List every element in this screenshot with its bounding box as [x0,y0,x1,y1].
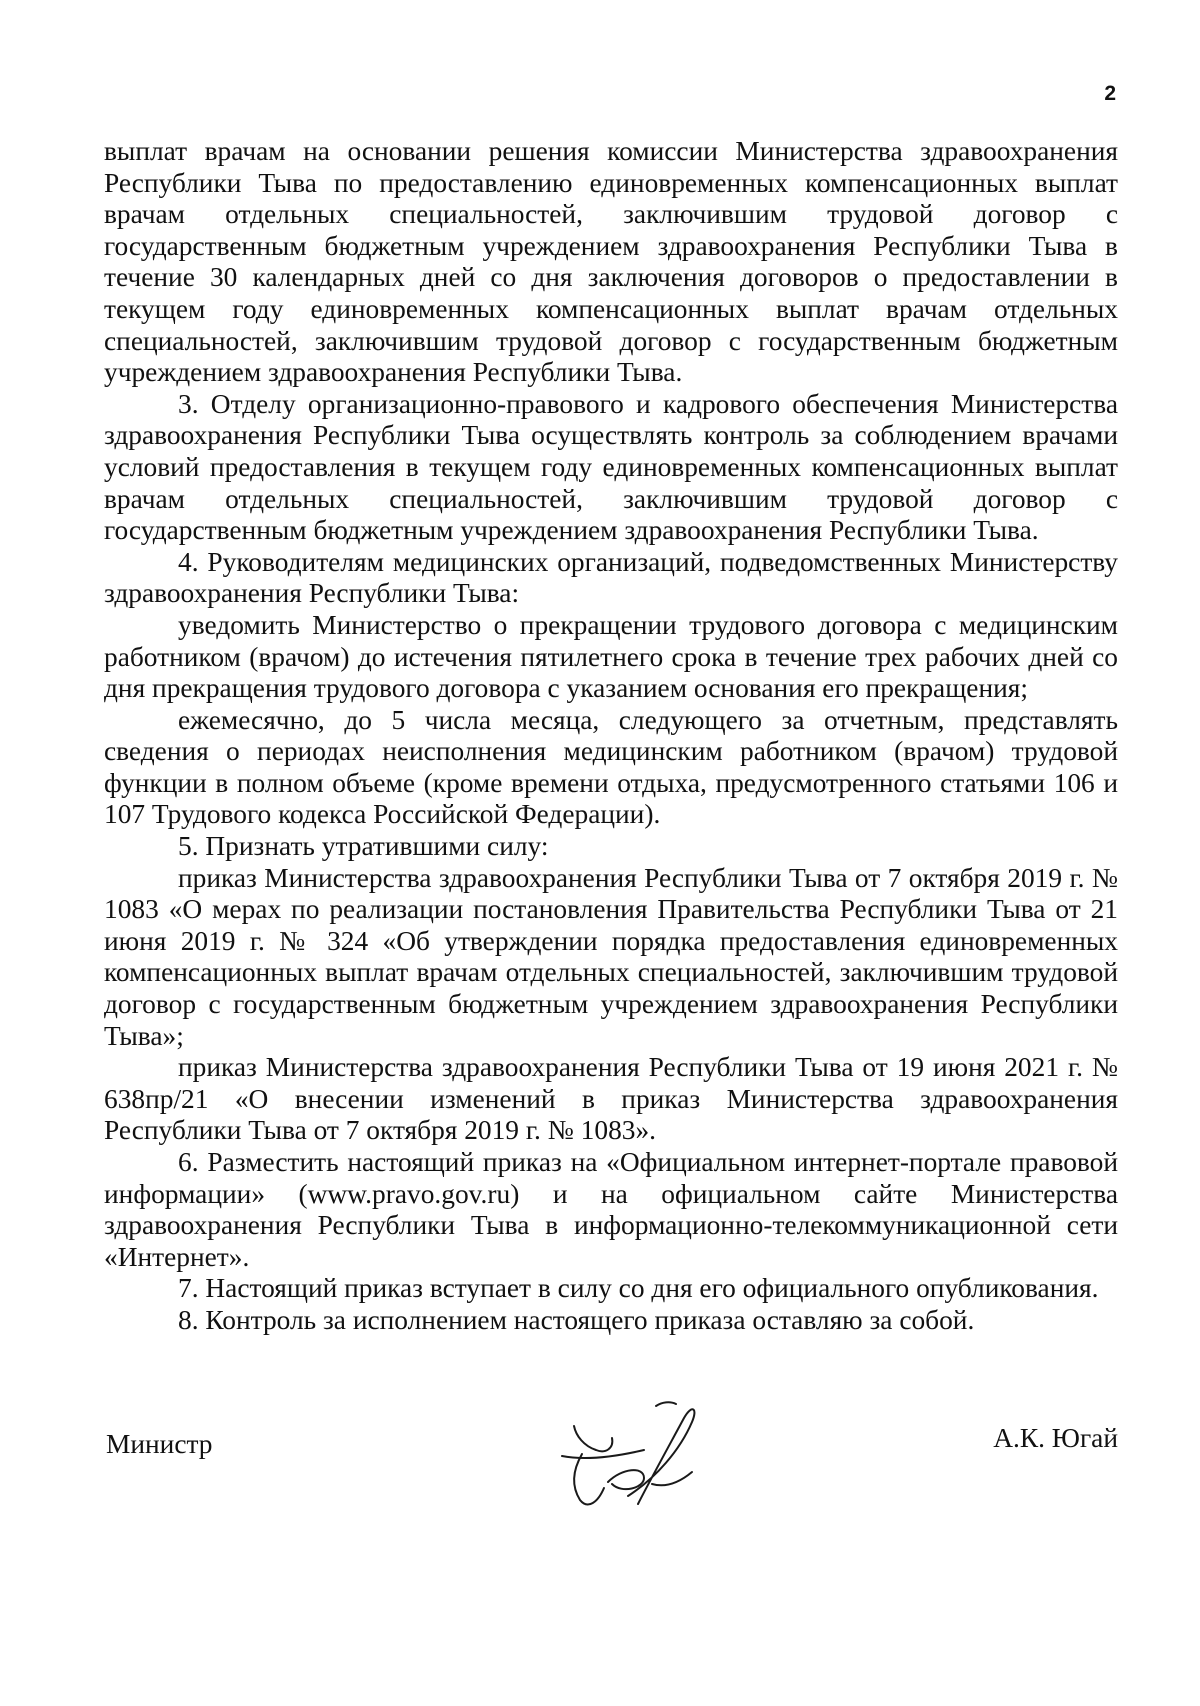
page-number: 2 [1104,82,1116,105]
paragraph-item-4-monthly: ежемесячно, до 5 числа месяца, следующего за отчетным, представлять сведения о периодах неисполнения медицинским работником (врачом) трудовой функции в полном объеме (кроме времени отдыха, предусмотренного статьями 106 и 107 Трудового кодекса Российской Федерации). [104,704,1118,830]
paragraph-item-8: 8. Контроль за исполнением настоящего приказа оставляю за собой. [178,1304,975,1335]
signatory-name: А.К. Югай [993,1423,1118,1453]
paragraph-item-6: 6. Разместить настоящий приказ на «Официальном интернет-портале правовой информации» (www.pravo.gov.ru) и на официальном сайте Министерства здравоохранения Республики Тыва в информационно-телекоммуникационной сети «Интернет». [104,1147,1118,1272]
paragraph-repealed-order-638: приказ Министерства здравоохранения Республики Тыва от 19 июня 2021 г. № 638пр/21 «О внесении изменений в приказ Министерства здравоохранения Республики Тыва от 7 октября 2019 г. № 1083». [104,1052,1118,1146]
document-body [104,136,1118,1337]
paragraph-item-5: 5. Признать утратившими силу: [178,831,549,862]
paragraph-item-4-notify: уведомить Министерство о прекращении трудового договора с медицинским работником (врачом) до истечения пятилетнего срока в течение трех рабочих дней со дня прекращения трудового договора с указанием основания его прекращения; [104,609,1118,704]
paragraph-item-4: 4. Руководителям медицинских организаций, подведомственных Министерству здравоохранения Республики Тыва: [104,546,1118,609]
paragraph-repealed-order-1083: приказ Министерства здравоохранения Республики Тыва от 7 октября 2019 г. № 1083 «О мерах по реализации постановления Правительства Республики Тыва от 21 июня 2019 г. № 324 «Об утверждении порядка предоставления единовременных компенсационных выплат врачам отдельных специальностей, заключившим трудовой договор с государственным бюджетным учреждением здравоохранения Республики Тыва»; [104,862,1118,1051]
paragraph-item-7: 7. Настоящий приказ вступает в силу со дня его официального опубликования. [178,1273,1099,1304]
signatory-title: Министр [106,1429,213,1459]
signature-block [104,1388,1118,1518]
paragraph-item-3: 3. Отделу организационно-правового и кадрового обеспечения Министерства здравоохранения Республики Тыва осуществлять контроль за соблюдением врачами условий предоставления в текущем году единовременных компенсационных выплат врачам отдельных специальностей, заключившим трудовой договор с государственным бюджетным учреждением здравоохранения Республики Тыва. [104,388,1118,546]
handwritten-signature [552,1388,722,1518]
paragraph-continuation: выплат врачам на основании решения комиссии Министерства здравоохранения Республики Тыва по предоставлению единовременных компенсационных выплат врачам отдельных специальностей, заключившим трудовой договор с государственным бюджетным учреждением здравоохранения Республики Тыва в течение 30 календарных дней со дня заключения договоров о предоставлении в текущем году единовременных компенсационных выплат врачам отдельных специальностей, заключившим трудовой договор с государственным бюджетным учреждением здравоохранения Республики Тыва. [104,136,1118,388]
